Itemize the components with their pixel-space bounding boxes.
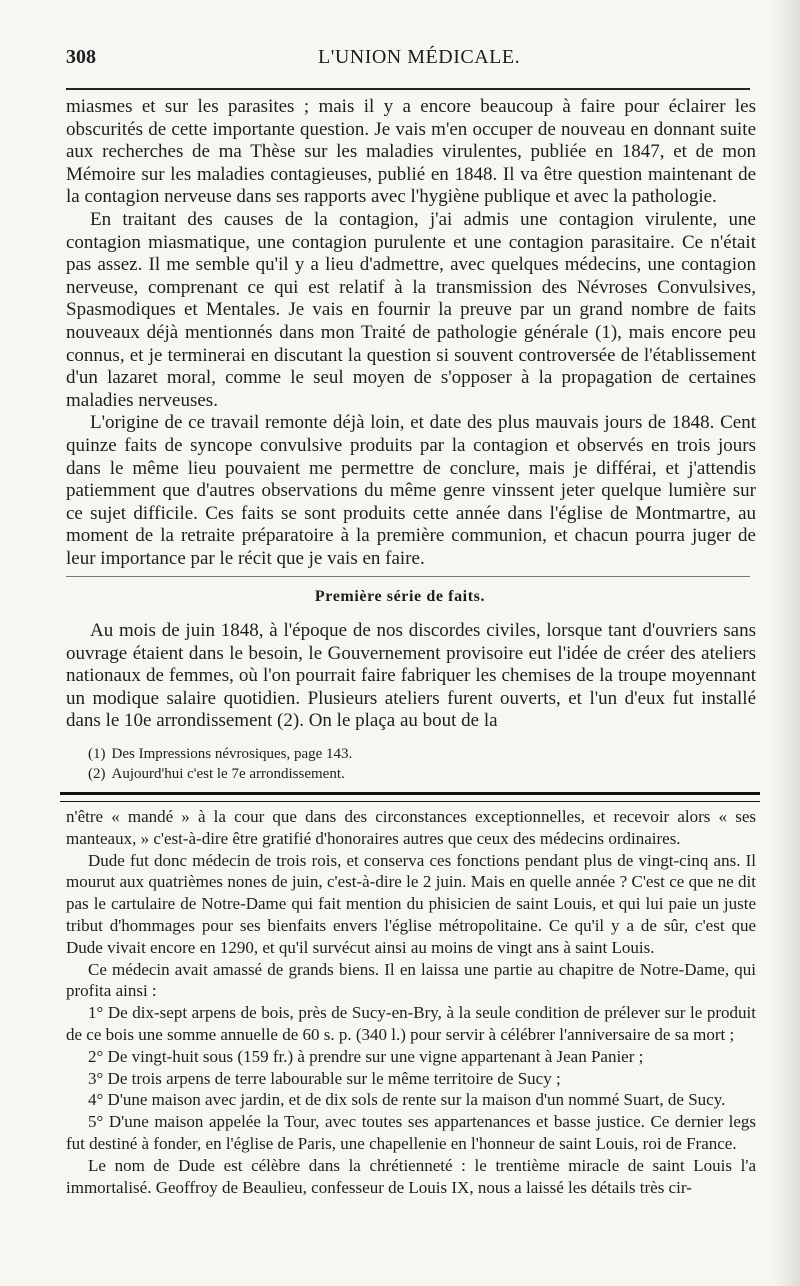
list-item: 2° De vingt-huit sous (159 fr.) à prendre sur une vigne appartenant à Jean Panier ; <box>88 1046 644 1066</box>
page-edge-shadow <box>772 0 800 1286</box>
footnote-mark: (1) <box>88 746 106 762</box>
paragraph: miasmes et sur les parasites ; mais il y a encore beaucoup à faire pour éclairer les obscurités de cette importante question. Je vais m'en occuper de nouveau en donnant suite aux recherches de ma Thèse sur les maladies virulentes, publiée en 1847, et de mon Mémoire sur les maladies contagieuses, publié en 1848. Il va être question maintenant de la contagion nerveuse dans ses rapports avec l'hygiène publique et avec la pathologie. <box>66 96 756 208</box>
running-title: L'UNION MÉDICALE. <box>318 46 521 68</box>
page-header <box>66 46 754 86</box>
paragraph: Ce médecin avait amassé de grands biens. Il en laissa une partie au chapitre de Notre-Dame, qui profita ainsi : <box>66 959 756 1001</box>
header-rule <box>66 88 750 90</box>
paragraph: Dude fut donc médecin de trois rois, et conserva ces fonctions pendant plus de vingt-cinq ans. Il mourut aux quatrièmes nones de juin, c'est-à-dire le 2 juin. Mais en quelle année ? C'est ce que ne dit pas le cartulaire de Notre-Dame qui fait mention du phisicien de saint Louis, et qui lui paie un juste tribut d'hommages pour ses bienfaits envers l'église métropolitaine. Ce qu'il y a de sûr, c'est que Dude vivait encore en 1290, et qu'il survécut ainsi au moins de vingt ans à saint Louis. <box>66 850 756 957</box>
footnotes <box>88 744 748 784</box>
list-item: 5° D'une maison appelée la Tour, avec toutes ses appartenances et basse justice. Ce dernier legs fut destiné à fonder, en l'église de Paris, une chapellenie en l'honneur de saint Louis, roi de France. <box>66 1112 756 1153</box>
section-divider <box>60 792 760 802</box>
paragraph: n'être « mandé » à la cour que dans des circonstances exceptionnelles, et recevoir alors « ses manteaux, » c'est-à-dire être gratifié d'honoraires autres que ceux des médecins ordinaires. <box>66 807 756 848</box>
page-number: 308 <box>66 46 96 68</box>
paragraph: L'origine de ce travail remonte déjà loin, et date des plus mauvais jours de 1848. Cent quinze faits de syncope convulsive produits par la contagion et observés en trois jours dans le même lieu pouvaient me permettre de conclure, mais je différai, et j'attendis patiemment que d'autres observations du même genre vinssent jeter quelque lumière sur ce sujet difficile. Ces faits se sont produits cette année dans l'église de Montmartre, au moment de la retraite préparatoire à la première communion, et chacun pourra juger de leur importance par le récit que je vais en faire. <box>66 412 756 569</box>
footnote <box>88 744 748 764</box>
paragraph: Le nom de Dude est célèbre dans la chrétienneté : le trentième miracle de saint Louis l'a immortalisé. Geoffroy de Beaulieu, confesseur de Louis IX, nous a laissé les détails très cir- <box>66 1155 756 1197</box>
footnote-text: Aujourd'hui c'est le 7e arrondissement. <box>111 766 345 782</box>
middle-text-block <box>66 620 756 733</box>
section-heading: Première série de faits. <box>0 588 800 606</box>
list-item: 4° D'une maison avec jardin, et de dix sols de rente sur la maison d'un nommé Suart, de Sucy. <box>88 1090 726 1110</box>
list-item: 3° De trois arpens de terre labourable sur le même territoire de Sucy ; <box>88 1068 561 1088</box>
lower-text-block <box>66 806 756 1198</box>
paragraph: En traitant des causes de la contagion, j'ai admis une contagion virulente, une contagion miasmatique, une contagion purulente et une contagion parasitaire. Ce n'était pas assez. Il me semble qu'il y a lieu d'admettre, avec quelques médecins, une contagion nerveuse, comprenant ce qui est relatif à la transmission des Névroses Convulsives, Spasmodiques et Mentales. Je vais en fournir la preuve par un grand nombre de faits nouveaux déjà mentionnés dans mon Traité de pathologie générale (1), mais encore peu connus, et je terminerai en discutant la question si souvent controversée de l'établissement d'un lazaret moral, comme le seul moyen de s'opposer à la propagation de certaines maladies nerveuses. <box>66 208 756 411</box>
footnote-text: Des Impressions névrosiques, page 143. <box>111 746 353 762</box>
upper-text-block <box>66 96 756 570</box>
paragraph: Au mois de juin 1848, à l'époque de nos discordes civiles, lorsque tant d'ouvriers sans ouvrage étaient dans le besoin, le Gouvernement provisoire eut l'idée de créer des ateliers nationaux de femmes, où l'on pourrait faire fabriquer les chemises de la troupe moyennant un modique salaire quotidien. Plusieurs ateliers furent ouverts, et l'un d'eux fut installé dans le 10e arrondissement (2). On le plaça au bout de la <box>66 620 756 732</box>
footnote <box>88 764 748 784</box>
footnote-mark: (2) <box>88 766 106 782</box>
list-item: 1° De dix-sept arpens de bois, près de Sucy-en-Bry, à la seule condition de prélever sur le produit de ce bois une somme annuelle de 60 s. p. (340 l.) pour servir à célébrer l'anniversaire de sa mort ; <box>66 1003 756 1044</box>
